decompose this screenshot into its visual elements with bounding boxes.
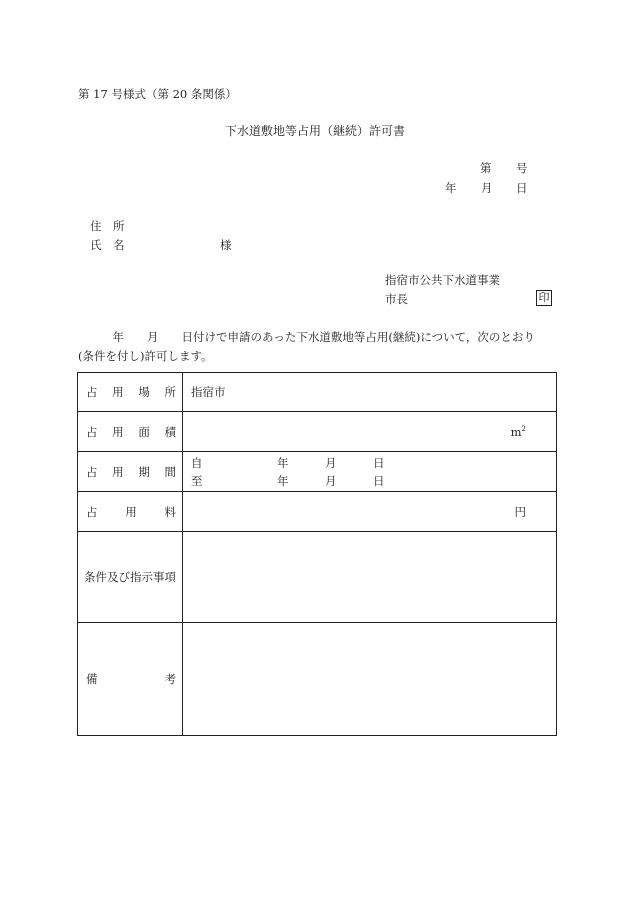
- label-char: 料: [164, 504, 176, 519]
- period-to-year: 年: [277, 473, 289, 488]
- place-value[interactable]: 指宿市: [183, 373, 557, 412]
- body-text-line-2: (条件を付し)許可します。: [78, 349, 213, 363]
- area-unit-base: m: [510, 424, 522, 439]
- label-char: 積: [164, 424, 176, 439]
- issue-month: 月: [481, 181, 493, 195]
- table-row-period: [78, 452, 557, 492]
- issue-day: 日: [516, 181, 528, 195]
- fee-unit: 円: [514, 504, 526, 519]
- form-number: 第 17 号様式（第 20 条関係）: [78, 87, 237, 101]
- label-char: 期: [138, 464, 150, 479]
- table-row-area: [78, 412, 557, 452]
- table-row-fee: [78, 492, 557, 532]
- label-char: 占: [86, 504, 98, 519]
- period-to-day: 日: [373, 473, 385, 488]
- table-row-remarks: [78, 623, 557, 736]
- remarks-value[interactable]: [183, 623, 557, 736]
- period-from-line: [191, 454, 556, 472]
- label-char: 場: [138, 385, 150, 399]
- label-char: 用: [112, 464, 124, 479]
- place-label-cell: [78, 373, 183, 412]
- area-label-cell: [78, 412, 183, 452]
- issue-year: 年: [445, 181, 457, 195]
- label-char: 占: [86, 385, 98, 399]
- label-char: 占: [86, 424, 98, 439]
- area-value[interactable]: [183, 412, 557, 452]
- period-from-day: 日: [373, 455, 385, 470]
- permit-table: [77, 372, 557, 736]
- label-char: 用: [125, 504, 137, 519]
- table-row-conditions: [78, 532, 557, 623]
- label-char: 占: [86, 464, 98, 479]
- period-to-month: 月: [325, 473, 337, 488]
- period-value[interactable]: [183, 452, 557, 492]
- table-row-place: [78, 373, 557, 412]
- area-unit-sup: 2: [521, 424, 526, 433]
- period-label-cell: [78, 452, 183, 492]
- remarks-label-cell: [78, 623, 183, 736]
- label-char: 用: [112, 385, 124, 399]
- period-to: 至: [191, 473, 203, 488]
- label-char: 間: [164, 464, 176, 479]
- doc-number-prefix: 第: [480, 161, 492, 175]
- fee-value[interactable]: [183, 492, 557, 532]
- seal-mark: 印: [536, 290, 552, 306]
- area-unit: [511, 425, 526, 439]
- period-from: 自: [191, 455, 203, 470]
- label-char: 備: [86, 672, 98, 686]
- document-title: 下水道敷地等占用（継続）許可書: [224, 124, 405, 138]
- conditions-label: 条件及び指示事項: [78, 532, 183, 623]
- address-label: 住 所: [90, 219, 125, 233]
- period-to-line: [191, 472, 556, 490]
- label-char: 面: [138, 424, 150, 439]
- issuer-position: 市長: [385, 292, 408, 306]
- label-char: 所: [164, 385, 176, 399]
- conditions-value[interactable]: [183, 532, 557, 623]
- honorific: 様: [220, 238, 232, 252]
- label-char: 用: [112, 424, 124, 439]
- issuer-organization: 指宿市公共下水道事業: [385, 273, 500, 287]
- period-from-month: 月: [325, 455, 337, 470]
- body-text-line-1: 年 月 日付けで申請のあった下水道敷地等占用(継続)について，次のとおり: [78, 330, 535, 344]
- name-label: 氏 名: [90, 238, 125, 252]
- period-from-year: 年: [277, 455, 289, 470]
- fee-label-cell: [78, 492, 183, 532]
- label-char: 考: [164, 672, 176, 686]
- doc-number-suffix: 号: [516, 161, 528, 175]
